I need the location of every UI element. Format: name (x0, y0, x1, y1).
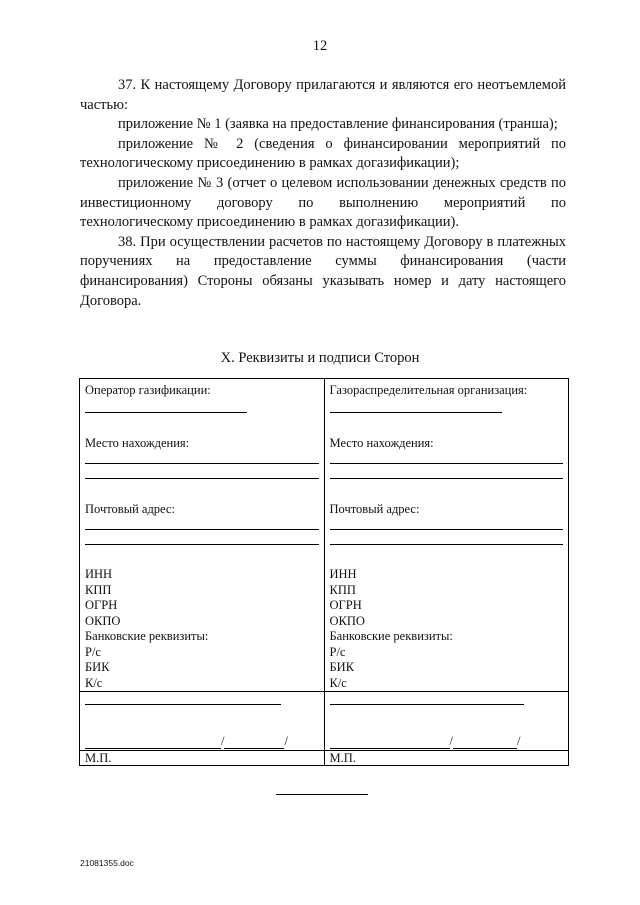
right-signature-line (330, 734, 521, 749)
left-bik: БИК (85, 660, 110, 674)
left-party-details (80, 379, 325, 692)
right-name-line (330, 401, 502, 413)
requisites-table (79, 378, 569, 766)
right-party-title: Газораспределительная организация: (329, 383, 528, 397)
right-okpo: ОКПО (329, 613, 365, 628)
left-account: Р/с (85, 644, 101, 659)
right-kpp: КПП (329, 582, 356, 597)
right-location-label: Место нахождения: (329, 436, 434, 450)
right-signatory-line (330, 704, 524, 705)
document-id: 21081355.doc (80, 858, 134, 868)
left-party-title: Оператор газификации: (85, 383, 211, 397)
right-signature-blank (330, 736, 450, 749)
end-of-document-line (276, 794, 368, 795)
right-location-line-2 (330, 466, 564, 479)
left-kpp: КПП (85, 582, 112, 597)
left-signature-line (85, 734, 288, 749)
left-signature-blank (85, 736, 221, 749)
right-bik: БИК (329, 660, 355, 674)
paragraph-38: 38. При осуществлении расчетов по настоящему Договору в платежных поручениях на предоставление суммы финансирования (части финансирования) Стороны обязаны указывать номер и дату настоящего Договора. (80, 233, 566, 309)
left-location-line-1 (85, 451, 319, 464)
left-name-line (85, 401, 247, 413)
left-inn: ИНН (85, 567, 113, 581)
left-signature-cell (80, 692, 325, 751)
left-postal-label: Почтовый адрес: (85, 502, 175, 516)
right-bank-label: Банковские реквизиты: (329, 629, 453, 643)
right-postal-label: Почтовый адрес: (329, 502, 420, 516)
paragraph-37: 37. К настоящему Договору прилагаются и являются его неотъемлемой частью: (80, 77, 566, 113)
left-okpo: ОКПО (85, 613, 121, 628)
right-inn: ИНН (329, 567, 357, 581)
left-initials-blank (224, 736, 284, 749)
right-postal-line-2 (330, 532, 564, 545)
left-bank-label: Банковские реквизиты: (85, 629, 209, 643)
appendix-2: приложение № 2 (сведения о финансировании мероприятий по технологическому присоединению в рамках догазификации); (80, 135, 566, 172)
appendix-3: приложение № 3 (отчет о целевом использовании денежных средств по инвестиционному договору по выполнению мероприятий по технологическому присоединению в рамках догазификации). (80, 174, 566, 231)
right-ogrn: ОГРН (329, 598, 362, 612)
left-corr-account: К/с (85, 675, 103, 690)
right-location-line-1 (330, 451, 564, 464)
appendix-1: приложение № 1 (заявка на предоставление финансирования (транша); (118, 116, 558, 133)
left-signature-separator: / (221, 734, 225, 748)
left-stamp: М.П. (80, 751, 325, 766)
left-ogrn: ОГРН (85, 598, 118, 612)
right-party-details (324, 379, 569, 692)
right-corr-account: К/с (329, 675, 347, 690)
page-number: 12 (312, 38, 328, 54)
right-stamp: М.П. (324, 751, 569, 766)
left-signature-separator-end: / (284, 734, 288, 748)
right-initials-blank (453, 736, 517, 749)
left-location-label: Место нахождения: (85, 436, 190, 450)
right-postal-line-1 (330, 517, 564, 530)
right-signature-separator-end: / (516, 734, 521, 748)
section-title: X. Реквизиты и подписи Сторон (220, 350, 420, 366)
left-location-line-2 (85, 466, 319, 479)
right-signature-cell (324, 692, 569, 751)
right-account: Р/с (329, 644, 346, 659)
left-postal-line-1 (85, 517, 319, 530)
right-signature-separator: / (449, 734, 453, 748)
left-postal-line-2 (85, 532, 319, 545)
contract-body (80, 76, 566, 311)
left-signatory-line (85, 704, 281, 705)
